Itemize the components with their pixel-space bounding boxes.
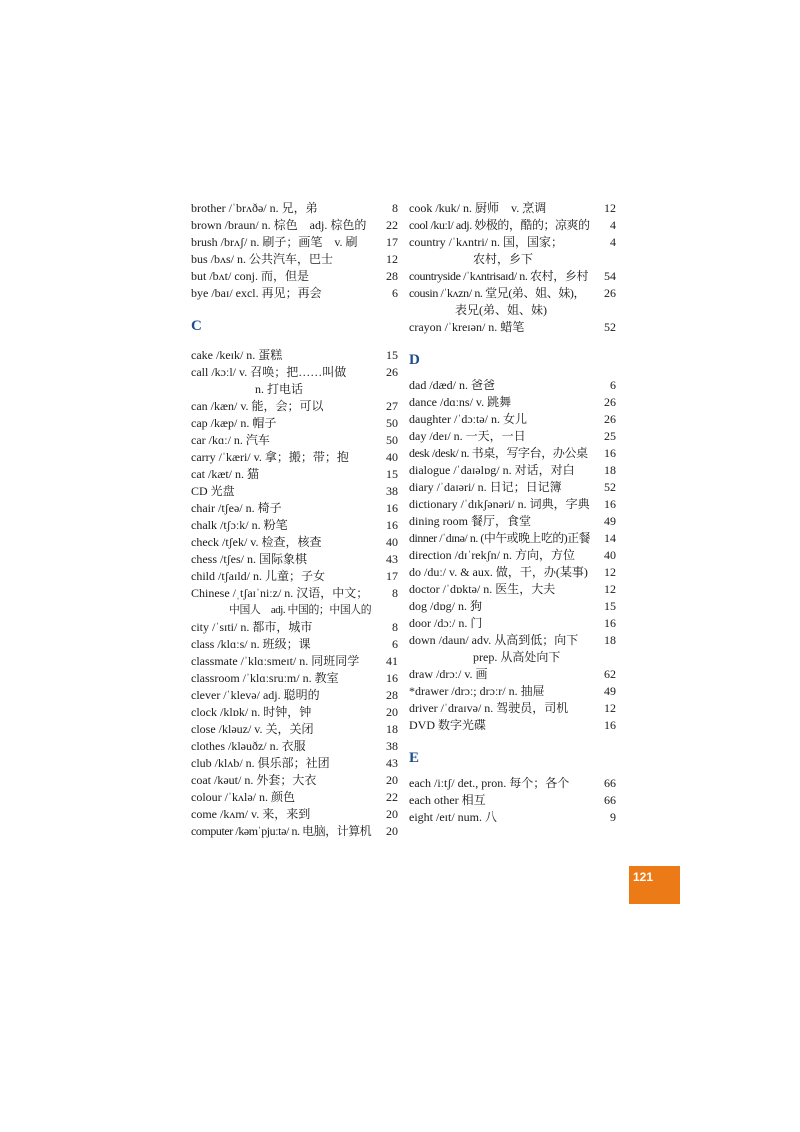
entry-unit-number: 18 [386, 722, 398, 736]
glossary-entry [191, 721, 398, 738]
entry-unit-number: 15 [604, 599, 616, 613]
glossary-entry [191, 517, 398, 534]
entry-unit-number: 26 [386, 365, 398, 379]
glossary-entry [191, 217, 398, 234]
glossary-entry [191, 551, 398, 568]
glossary-entry [191, 432, 398, 449]
entry-continuation: 中国人 adj. 中国的；中国人的 [229, 604, 372, 616]
entry-text: come /kʌm/ v. 来，来到 [191, 807, 311, 821]
entry-unit-number: 8 [392, 586, 398, 600]
entry-unit-number: 52 [604, 480, 616, 494]
entry-text: each /iːtʃ/ det., pron. 每个；各个 [409, 776, 570, 790]
glossary-entry [191, 755, 398, 772]
entry-unit-number: 16 [386, 671, 398, 685]
entry-text: driver /ˈdraɪvə/ n. 驾驶员，司机 [409, 701, 569, 715]
glossary-entry [191, 534, 398, 551]
entry-unit-number: 6 [392, 637, 398, 651]
glossary-entry [409, 775, 616, 792]
entry-unit-number: 4 [610, 235, 616, 249]
entry-continuation: n. 打电话 [255, 382, 304, 396]
entry-text: classmate /ˈklɑːsmeɪt/ n. 同班同学 [191, 654, 360, 668]
entry-text: countryside /ˈkʌntrisaɪd/ n. 农村，乡村 [409, 269, 589, 283]
entry-text: diary /ˈdaɪəri/ n. 日记；日记簿 [409, 480, 562, 494]
entry-text: cool /kuːl/ adj. 妙极的，酷的；凉爽的 [409, 218, 590, 232]
entry-unit-number: 12 [604, 701, 616, 715]
glossary-entry [191, 653, 398, 670]
entry-continuation: 农村，乡下 [473, 252, 534, 266]
glossary-entry [409, 809, 616, 826]
entry-unit-number: 16 [604, 446, 616, 460]
entry-unit-number: 49 [604, 514, 616, 528]
glossary-entry [191, 200, 398, 217]
entry-text: dog /dɒg/ n. 狗 [409, 599, 482, 613]
glossary-entry [409, 700, 616, 717]
entry-unit-number: 54 [604, 269, 616, 283]
glossary-entry [409, 683, 616, 700]
glossary-entry [191, 738, 398, 755]
glossary-entry [409, 445, 616, 462]
right-column [409, 200, 616, 826]
entry-unit-number: 8 [392, 620, 398, 634]
entry-text: *drawer /drɔː; drɔːr/ n. 抽屉 [409, 684, 545, 698]
entry-unit-number: 41 [386, 654, 398, 668]
entry-unit-number: 28 [386, 688, 398, 702]
entry-text: bye /baɪ/ excl. 再见；再会 [191, 286, 322, 300]
page-number: 121 [633, 870, 654, 884]
entry-unit-number: 43 [386, 756, 398, 770]
glossary-entry [191, 285, 398, 302]
entry-text: crayon /ˈkreɪən/ n. 蜡笔 [409, 320, 525, 334]
glossary-entry [191, 415, 398, 432]
entry-unit-number: 12 [604, 582, 616, 596]
glossary-entry [191, 789, 398, 806]
entry-text: carry /ˈkæri/ v. 拿；搬；带；抱 [191, 450, 349, 464]
entry-text: child /tʃaɪld/ n. 儿童；子女 [191, 569, 325, 583]
entry-text: classroom /ˈklɑːsruːm/ n. 教室 [191, 671, 339, 685]
glossary-entry [409, 411, 616, 428]
glossary-entry [409, 615, 616, 632]
glossary-entry [409, 268, 616, 285]
entry-unit-number: 52 [604, 320, 616, 334]
entry-unit-number: 18 [604, 633, 616, 647]
glossary-entry [409, 632, 616, 666]
entry-unit-number: 50 [386, 416, 398, 430]
entry-unit-number: 28 [386, 269, 398, 283]
glossary-entry [191, 268, 398, 285]
entry-text: coat /kəut/ n. 外套；大衣 [191, 773, 317, 787]
entry-unit-number: 15 [386, 348, 398, 362]
entry-text: cap /kæp/ n. 帽子 [191, 416, 277, 430]
entry-unit-number: 49 [604, 684, 616, 698]
glossary-entry [409, 428, 616, 445]
glossary-entry [409, 666, 616, 683]
entry-unit-number: 17 [386, 235, 398, 249]
glossary-entry [191, 347, 398, 364]
entry-unit-number: 16 [386, 501, 398, 515]
entry-unit-number: 18 [604, 463, 616, 477]
entry-unit-number: 16 [604, 616, 616, 630]
entry-text: computer /kəmˈpjuːtə/ n. 电脑，计算机 [191, 824, 372, 838]
entry-text: class /klɑːs/ n. 班级；课 [191, 637, 311, 651]
entry-unit-number: 15 [386, 467, 398, 481]
glossary-entry [409, 234, 616, 268]
glossary-entry [409, 496, 616, 513]
glossary-entry [191, 251, 398, 268]
entry-unit-number: 16 [604, 718, 616, 732]
entry-unit-number: 43 [386, 552, 398, 566]
glossary-entry [191, 687, 398, 704]
entry-unit-number: 9 [610, 810, 616, 824]
entry-text: clever /ˈklevə/ adj. 聪明的 [191, 688, 320, 702]
page-number-badge [629, 866, 680, 904]
entry-unit-number: 12 [386, 252, 398, 266]
entry-unit-number: 12 [604, 201, 616, 215]
entry-unit-number: 16 [604, 497, 616, 511]
glossary-entry [409, 377, 616, 394]
entry-text: dining room 餐厅，食堂 [409, 514, 531, 528]
glossary-entry [409, 717, 616, 734]
entry-unit-number: 38 [386, 739, 398, 753]
entry-text: cook /kuk/ n. 厨师 v. 烹调 [409, 201, 547, 215]
entry-unit-number: 27 [386, 399, 398, 413]
entry-unit-number: 6 [610, 378, 616, 392]
entry-text: but /bʌt/ conj. 而，但是 [191, 269, 309, 283]
section-heading-d: D [409, 352, 420, 368]
entry-text: DVD 数字光碟 [409, 718, 486, 732]
entry-text: do /duː/ v. & aux. 做，干，办(某事) [409, 565, 588, 579]
glossary-entry [191, 670, 398, 687]
d-entries [409, 377, 616, 734]
entry-text: can /kæn/ v. 能，会；可以 [191, 399, 324, 413]
entry-text: bus /bʌs/ n. 公共汽车，巴士 [191, 252, 334, 266]
entry-unit-number: 17 [386, 569, 398, 583]
entry-text: doctor /ˈdɒktə/ n. 医生，大夫 [409, 582, 556, 596]
entry-unit-number: 8 [392, 201, 398, 215]
entry-unit-number: 40 [386, 535, 398, 549]
entry-text: desk /desk/ n. 书桌，写字台，办公桌 [409, 446, 588, 460]
entry-text: city /ˈsɪti/ n. 都市，城市 [191, 620, 313, 634]
entry-text: draw /drɔː/ v. 画 [409, 667, 488, 681]
entry-text: chess /tʃes/ n. 国际象棋 [191, 552, 307, 566]
entry-text: brother /ˈbrʌðə/ n. 兄，弟 [191, 201, 318, 215]
entry-text: cat /kæt/ n. 猫 [191, 467, 259, 481]
glossary-entry [409, 394, 616, 411]
glossary-entry [191, 585, 398, 619]
glossary-entry [409, 479, 616, 496]
entry-text: CD 光盘 [191, 484, 235, 498]
entry-text: dictionary /ˈdɪkʃənəri/ n. 词典，字典 [409, 497, 590, 511]
glossary-entry [191, 466, 398, 483]
entry-text: club /klʌb/ n. 俱乐部；社团 [191, 756, 330, 770]
glossary-entry [409, 581, 616, 598]
entry-text: cousin /ˈkʌzn/ n. 堂兄(弟、姐、妹)， [409, 286, 586, 300]
entry-unit-number: 22 [386, 218, 398, 232]
entry-unit-number: 38 [386, 484, 398, 498]
glossary-entry [191, 500, 398, 517]
glossary-entry [191, 234, 398, 251]
entry-text: day /deɪ/ n. 一天，一日 [409, 429, 526, 443]
entry-unit-number: 66 [604, 793, 616, 807]
entry-unit-number: 26 [604, 286, 616, 300]
glossary-entry [409, 462, 616, 479]
entry-unit-number: 14 [604, 531, 616, 545]
c-entries [191, 347, 398, 840]
entry-text: cake /keɪk/ n. 蛋糕 [191, 348, 283, 362]
entry-text: brush /brʌʃ/ n. 刷子；画笔 v. 刷 [191, 235, 358, 249]
glossary-entry [191, 568, 398, 585]
entry-unit-number: 62 [604, 667, 616, 681]
glossary-entry [409, 564, 616, 581]
glossary-entry [191, 772, 398, 789]
entry-text: each other 相互 [409, 793, 486, 807]
glossary-entry [191, 449, 398, 466]
glossary-entry [409, 319, 616, 336]
entry-text: chalk /tʃɔːk/ n. 粉笔 [191, 518, 288, 532]
entry-text: close /kləuz/ v. 关，关闭 [191, 722, 314, 736]
entry-unit-number: 50 [386, 433, 398, 447]
glossary-entry [191, 619, 398, 636]
c-continued-entries [409, 200, 616, 336]
glossary-entry [191, 483, 398, 500]
entry-unit-number: 12 [604, 565, 616, 579]
entry-unit-number: 25 [604, 429, 616, 443]
glossary-entry [191, 704, 398, 721]
entry-text: direction /dɪˈrekʃn/ n. 方向，方位 [409, 548, 575, 562]
glossary-entry [409, 530, 616, 547]
glossary-entry [409, 217, 616, 234]
entry-text: daughter /ˈdɔːtə/ n. 女儿 [409, 412, 527, 426]
entry-unit-number: 20 [386, 705, 398, 719]
section-heading-c: C [191, 318, 202, 334]
glossary-entry [409, 547, 616, 564]
entry-unit-number: 16 [386, 518, 398, 532]
entry-unit-number: 40 [386, 450, 398, 464]
b-entries [191, 200, 398, 302]
glossary-entry [191, 806, 398, 823]
entry-text: chair /tʃeə/ n. 椅子 [191, 501, 282, 515]
entry-continuation: 表兄(弟、姐、妹) [455, 303, 547, 317]
e-entries [409, 775, 616, 826]
entry-unit-number: 20 [386, 773, 398, 787]
entry-text: dialogue /ˈdaɪəlɒg/ n. 对话，对白 [409, 463, 575, 477]
entry-unit-number: 26 [604, 395, 616, 409]
entry-text: clothes /kləuðz/ n. 衣服 [191, 739, 306, 753]
entry-text: dad /dæd/ n. 爸爸 [409, 378, 495, 392]
entry-unit-number: 20 [386, 807, 398, 821]
entry-text: eight /eɪt/ num. 八 [409, 810, 497, 824]
entry-text: dinner /ˈdɪnə/ n. (中午或晚上吃的)正餐 [409, 531, 591, 545]
entry-unit-number: 22 [386, 790, 398, 804]
entry-continuation: prep. 从高处向下 [473, 650, 561, 664]
entry-text: Chinese /ˌtʃaɪˈniːz/ n. 汉语，中文； [191, 586, 369, 600]
glossary-entry [409, 200, 616, 217]
entry-unit-number: 6 [392, 286, 398, 300]
entry-text: brown /braun/ n. 棕色 adj. 棕色的 [191, 218, 367, 232]
entry-unit-number: 20 [386, 824, 398, 838]
entry-text: car /kɑː/ n. 汽车 [191, 433, 270, 447]
entry-text: call /kɔːl/ v. 召唤；把……叫做 [191, 365, 347, 379]
entry-text: door /dɔː/ n. 门 [409, 616, 483, 630]
glossary-entry [191, 398, 398, 415]
entry-text: clock /klɒk/ n. 时钟，钟 [191, 705, 312, 719]
entry-unit-number: 66 [604, 776, 616, 790]
glossary-entry [191, 364, 398, 398]
entry-text: country /ˈkʌntri/ n. 国，国家； [409, 235, 563, 249]
glossary-entry [191, 636, 398, 653]
glossary-entry [409, 792, 616, 809]
entry-unit-number: 26 [604, 412, 616, 426]
glossary-entry [409, 285, 616, 319]
left-column [191, 200, 398, 840]
glossary-entry [409, 513, 616, 530]
entry-text: dance /dɑːns/ v. 跳舞 [409, 395, 512, 409]
entry-text: check /tʃek/ v. 检查，核查 [191, 535, 322, 549]
entry-text: down /daun/ adv. 从高到低；向下 [409, 633, 579, 647]
glossary-entry [409, 598, 616, 615]
section-heading-e: E [409, 750, 420, 766]
entry-text: colour /ˈkʌlə/ n. 颜色 [191, 790, 295, 804]
entry-unit-number: 40 [604, 548, 616, 562]
entry-unit-number: 4 [610, 218, 616, 232]
glossary-entry [191, 823, 398, 840]
